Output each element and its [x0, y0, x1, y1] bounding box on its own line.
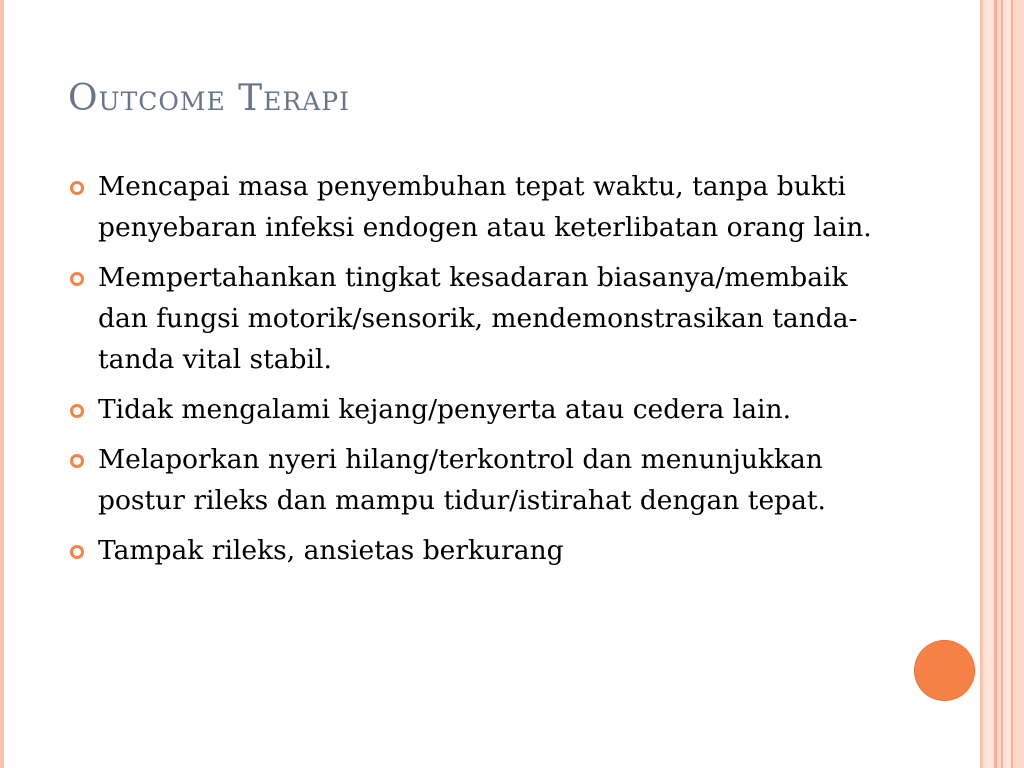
bullet-text: Mencapai masa penyembuhan tepat waktu, tanpa bukti penyebaran infeksi endogen atau keterlibatan orang lain. — [98, 171, 872, 243]
bullet-item — [68, 166, 888, 248]
bullet-list — [68, 166, 888, 580]
bullet-item — [68, 389, 888, 430]
ring-bullet-icon — [70, 454, 84, 468]
left-border-stripe — [0, 0, 4, 768]
frame-stripe — [983, 0, 994, 768]
bullet-item — [68, 257, 888, 380]
right-decorative-frame — [980, 0, 1024, 768]
bullet-item — [68, 439, 888, 521]
frame-stripe — [1013, 0, 1024, 768]
bullet-text: Tidak mengalami kejang/penyerta atau cedera lain. — [98, 394, 791, 425]
ring-bullet-icon — [70, 272, 84, 286]
bullet-text: Tampak rileks, ansietas berkurang — [98, 535, 564, 566]
ring-bullet-icon — [70, 181, 84, 195]
bullet-item — [68, 530, 888, 571]
slide-title: Outcome Terapi — [68, 78, 351, 119]
orange-circle-decoration — [914, 640, 975, 701]
bullet-text: Melaporkan nyeri hilang/terkontrol dan menunjukkan postur rileks dan mampu tidur/istirahat dengan tepat. — [98, 444, 826, 516]
ring-bullet-icon — [70, 404, 84, 418]
ring-bullet-icon — [70, 545, 84, 559]
bullet-text: Mempertahankan tingkat kesadaran biasanya/membaik dan fungsi motorik/sensorik, mendemonstrasikan tanda-tanda vital stabil. — [98, 262, 858, 375]
frame-stripe — [1003, 0, 1011, 768]
